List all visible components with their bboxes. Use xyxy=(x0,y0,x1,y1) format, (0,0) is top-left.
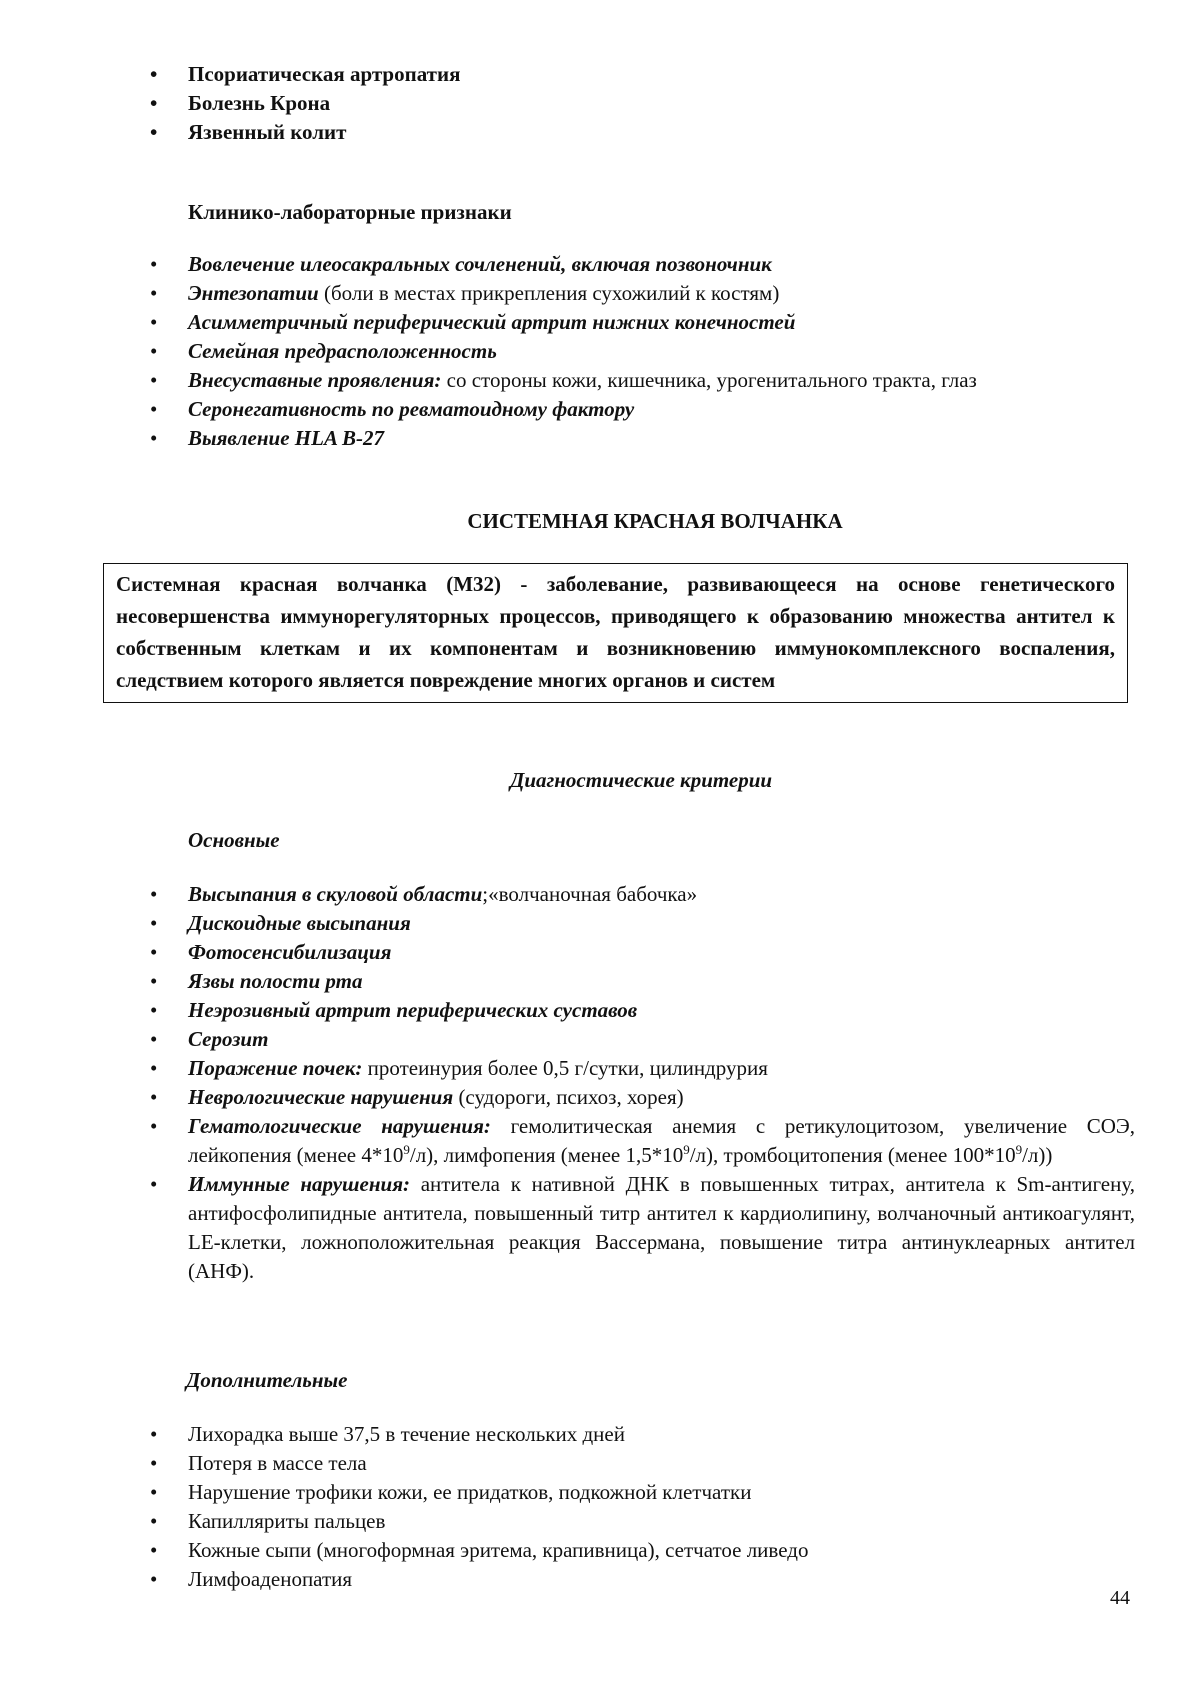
definition-box: Системная красная волчанка (М32) - заболевание, развивающееся на основе генетического несовершенства иммунорегуляторных процессов, приводящего к образованию множества антител к собственным клеткам и их компонентам и возникновению иммунокомплексного воспаления, следствием которого является повреждение многих органов и систем xyxy=(103,563,1128,703)
clinical-signs-list xyxy=(150,250,1135,453)
immune-item: • Иммунные нарушения: антитела к нативной ДНК в повышенных титрах, антитела к Sm-антигену, антифосфолипидные антитела, повышенный титр антител к кардиолипину, волчаночный антикоагулянт, LE-клетки, ложноположительная реакция Вассермана, повышение титра антинуклеарных антител (АНФ). xyxy=(150,1170,1135,1286)
list-item: • Псориатическая артропатия xyxy=(150,60,1135,89)
list-item: • Болезнь Крона xyxy=(150,89,1135,118)
list-item: • Семейная предрасположенность xyxy=(150,337,1135,366)
list-item: • Нарушение трофики кожи, ее придатков, подкожной клетчатки xyxy=(150,1478,1135,1507)
list-item: • Асимметричный периферический артрит нижних конечностей xyxy=(150,308,1135,337)
page-number: 44 xyxy=(1110,1587,1130,1609)
list-item: • Высыпания в скуловой области;«волчаночная бабочка» xyxy=(150,880,1135,909)
list-item: • Поражение почек: протеинурия более 0,5 г/сутки, цилиндрурия xyxy=(150,1054,1135,1083)
list-item: • Энтезопатии (боли в местах прикрепления сухожилий к костям) xyxy=(150,279,1135,308)
list-item: • Кожные сыпи (многоформная эритема, крапивница), сетчатое ливедо xyxy=(150,1536,1135,1565)
list-item: • Язвенный колит xyxy=(150,118,1135,147)
list-item: • Дискоидные высыпания xyxy=(150,909,1135,938)
section-title: СИСТЕМНАЯ КРАСНАЯ ВОЛЧАНКА xyxy=(467,509,843,533)
list-item: • Неэрозивный артрит периферических суставов xyxy=(150,996,1135,1025)
hematologic-item: • Гематологические нарушения: гемолитическая анемия с ретикулоцитозом, увеличение СОЭ, лейкопения (менее $4*10^9/л$), лимфопения (менее $1,5*10^9/л$), тромбоцитопения (менее $100*10^9/л$)) xyxy=(150,1112,1135,1170)
clinical-heading: Клинико-лабораторные признаки xyxy=(188,200,512,224)
criteria-heading: Диагностические критерии xyxy=(510,768,773,792)
main-criteria-heading: Основные xyxy=(188,828,280,852)
additional-criteria-heading: Дополнительные xyxy=(186,1368,348,1392)
top-bullet-list xyxy=(150,60,1135,147)
list-item: • Потеря в массе тела xyxy=(150,1449,1135,1478)
list-item: • Лимфоаденопатия xyxy=(150,1565,1135,1594)
list-item: • Серонегативность по ревматоидному фактору xyxy=(150,395,1135,424)
list-item: • Вовлечение илеосакральных сочленений, включая позвоночник xyxy=(150,250,1135,279)
list-item: • Капилляриты пальцев xyxy=(150,1507,1135,1536)
main-criteria-list xyxy=(150,880,1135,1286)
list-item: • Фотосенсибилизация xyxy=(150,938,1135,967)
list-item: • Неврологические нарушения (судороги, психоз, хорея) xyxy=(150,1083,1135,1112)
list-item: • Выявление HLA B-27 xyxy=(150,424,1135,453)
additional-criteria-list xyxy=(150,1420,1135,1594)
list-item: • Язвы полости рта xyxy=(150,967,1135,996)
list-item: • Внесуставные проявления: со стороны кожи, кишечника, урогенитального тракта, глаз xyxy=(150,366,1135,395)
list-item: • Лихорадка выше 37,5 в течение нескольких дней xyxy=(150,1420,1135,1449)
list-item: • Серозит xyxy=(150,1025,1135,1054)
